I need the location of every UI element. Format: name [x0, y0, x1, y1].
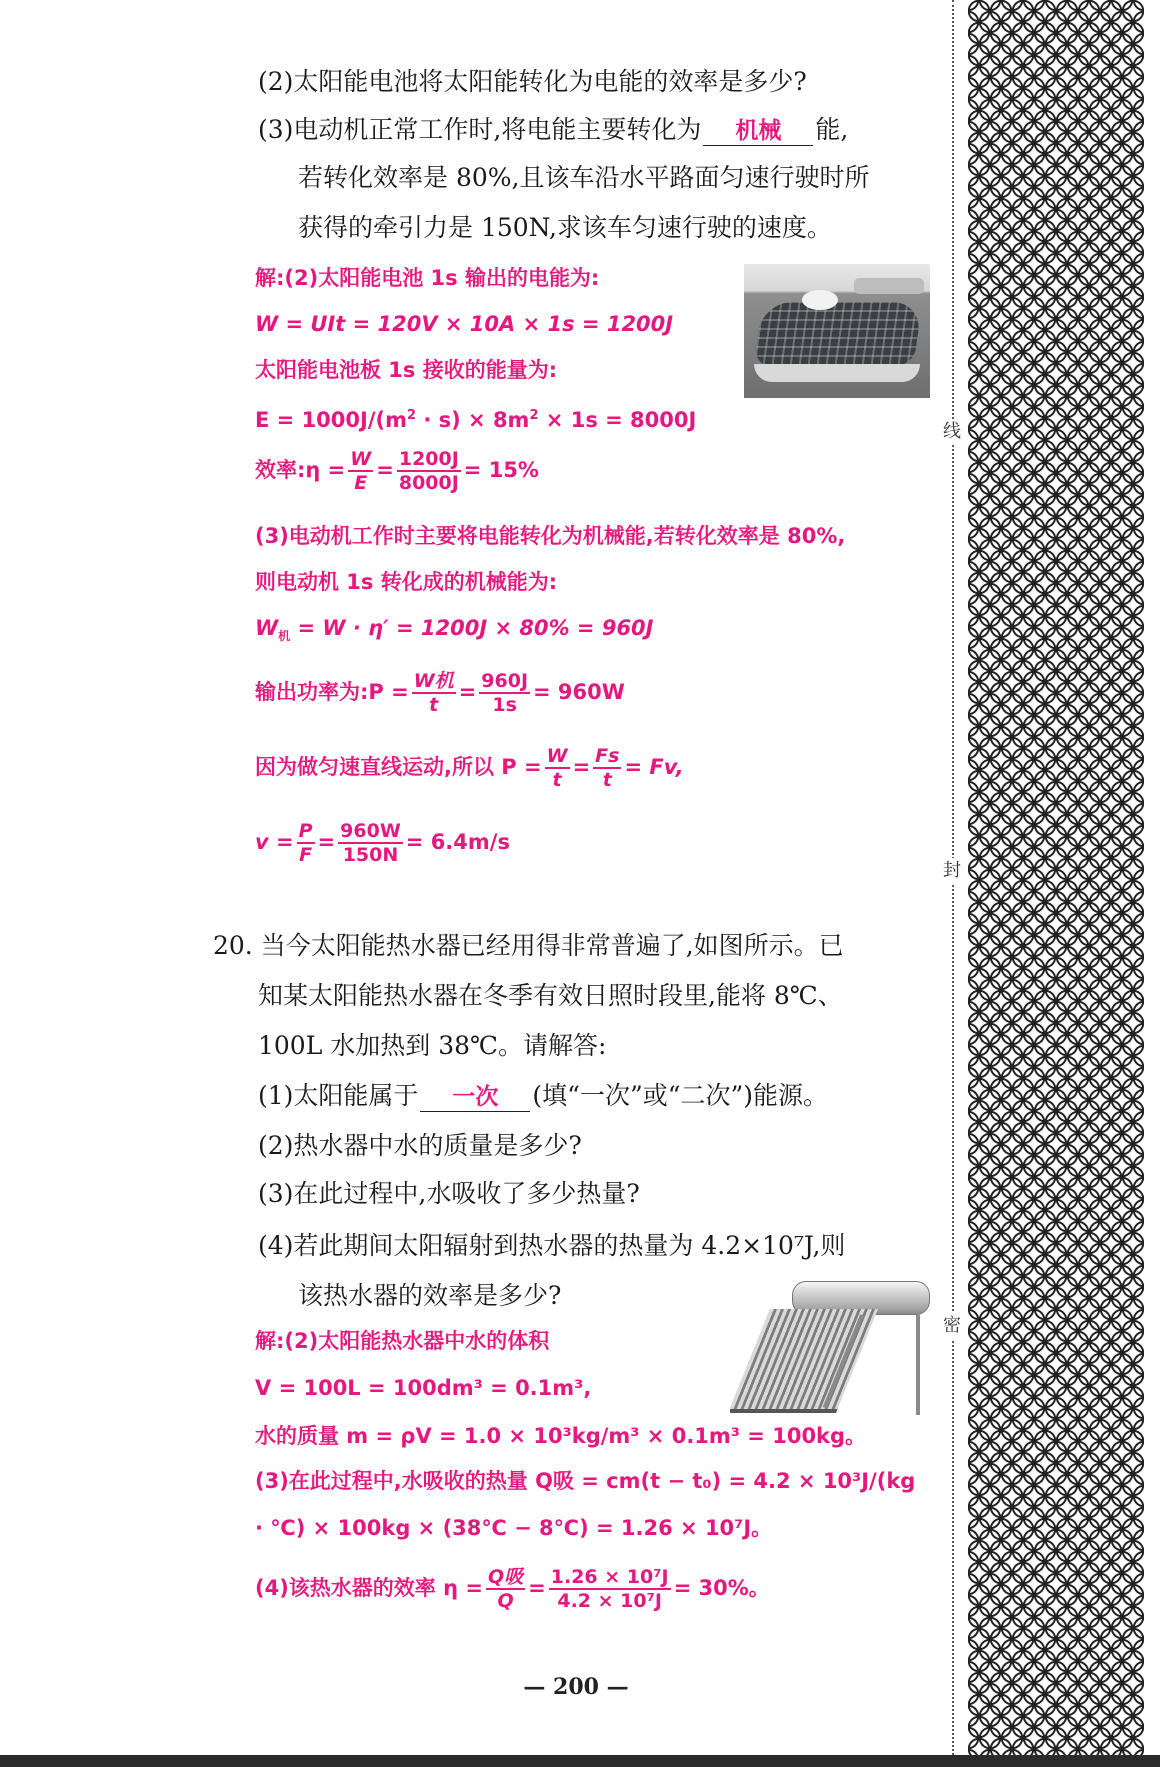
cockpit-dome — [802, 290, 838, 310]
decorative-border-pattern — [968, 0, 1144, 1755]
support-frame-vertical — [916, 1315, 920, 1415]
solution-19-line4 — [255, 402, 696, 434]
solution-19-line7: 则电动机 1s 转化成的机械能为: — [255, 570, 558, 594]
question-19-2: (2)太阳能电池将太阳能转化为电能的效率是多少? — [258, 67, 807, 96]
fraction-numerator: Fs — [595, 745, 620, 767]
equals-sign: = — [376, 458, 394, 482]
formula-mech-rest: = W · η′ = 1200J × 80% = 960J — [290, 616, 654, 640]
heater-efficiency-label: (4)该热水器的效率 η = — [255, 1576, 483, 1600]
equals-sign: = — [572, 755, 591, 779]
fraction-numerator: 1.26 × 10⁷J — [550, 1566, 669, 1588]
margin-label-feng: 封 — [940, 858, 964, 884]
fraction-numerator: W — [546, 745, 568, 767]
question-20-2: (2)热水器中水的质量是多少? — [258, 1131, 582, 1160]
question-20-3: (3)在此过程中,水吸收了多少热量? — [258, 1179, 640, 1208]
solution-19-efficiency — [255, 448, 539, 494]
fraction-heat-ratio — [549, 1566, 671, 1612]
velocity-result: = 6.4m/s — [405, 830, 510, 854]
fraction-fs-over-t — [593, 745, 621, 791]
question-19-3-line2: 若转化效率是 80%,且该车沿水平路面匀速行驶时所 — [298, 163, 870, 192]
solution-20-efficiency — [255, 1566, 770, 1612]
question-20-4-line1: (4)若此期间太阳辐射到热水器的热量为 4.2×10⁷J,则 — [258, 1231, 846, 1260]
fraction-w-over-t — [545, 745, 570, 791]
fraction-denominator: 1s — [492, 694, 517, 716]
fraction-denominator: t — [602, 769, 612, 791]
question-20-1-suffix: (填“一次”或“二次”)能源。 — [532, 1081, 829, 1110]
fraction-denominator: 8000J — [398, 472, 459, 494]
equals-sign: = — [528, 1576, 546, 1600]
velocity-label: v = — [255, 830, 294, 854]
solar-car-photo — [744, 264, 930, 398]
formula-energy-part2: · s) × 8m — [416, 408, 530, 432]
fraction-denominator: E — [354, 472, 368, 494]
solution-20-line1: 解:(2)太阳能热水器中水的体积 — [255, 1329, 550, 1353]
fraction-denominator: Q — [497, 1590, 514, 1612]
question-20-1 — [258, 1080, 828, 1112]
fraction-960w-over-150n — [338, 820, 403, 866]
solution-19-power — [255, 670, 625, 716]
question-20-1-prefix: (1)太阳能属于 — [258, 1081, 419, 1110]
solar-panel-body — [754, 302, 923, 366]
uniform-motion-label: 因为做匀速直线运动,所以 P = — [255, 755, 542, 779]
question-19-3-suffix: 能, — [815, 115, 849, 144]
power-label: 输出功率为:P = — [255, 680, 409, 704]
car-chassis — [754, 364, 920, 382]
power-result: = 960W — [533, 680, 625, 704]
formula-mech-sub: 机 — [278, 629, 291, 644]
equals-sign: = — [317, 830, 336, 854]
fraction-w-over-e — [348, 448, 373, 494]
fraction-1200-over-8000 — [397, 448, 461, 494]
power-fv: = Fv, — [624, 755, 684, 779]
formula-energy-sup1: 2 — [406, 408, 417, 423]
fraction-denominator: t — [429, 694, 439, 716]
efficiency-result: = 15% — [463, 458, 539, 482]
fraction-numerator: 1200J — [398, 448, 459, 470]
solution-19-uniform-motion — [255, 745, 684, 791]
question-20-line1: 20. 当今太阳能热水器已经用得非常普遍了,如图所示。已 — [213, 931, 844, 960]
solution-19-line1: 解:(2)太阳能电池 1s 输出的电能为: — [255, 266, 600, 290]
fraction-numerator: Q吸 — [487, 1566, 524, 1588]
solution-19-velocity — [255, 820, 510, 866]
fraction-denominator: 4.2 × 10⁷J — [557, 1590, 662, 1612]
formula-mech-w: W — [255, 616, 279, 640]
equals-sign: = — [458, 680, 477, 704]
question-20-4-line2: 该热水器的效率是多少? — [298, 1281, 562, 1310]
margin-label-mi: 密 — [940, 1313, 964, 1339]
formula-energy-sup2: 2 — [529, 408, 539, 423]
solution-19-line3: 太阳能电池板 1s 接收的能量为: — [255, 358, 558, 382]
answer-blank-mechanical: 机械 — [703, 117, 813, 146]
fraction-numerator: 960W — [340, 820, 401, 842]
page-number: — 200 — — [523, 1674, 629, 1700]
margin-label-xian: 线 — [940, 419, 964, 445]
fraction-denominator: 150N — [342, 844, 399, 866]
solution-20-line5: · ℃) × 100kg × (38℃ − 8℃) = 1.26 × 10⁷J。 — [255, 1516, 773, 1540]
solar-water-heater-photo — [730, 1275, 935, 1420]
solution-20-line2: V = 100L = 100dm³ = 0.1m³, — [255, 1376, 592, 1400]
solution-19-line2 — [255, 310, 673, 338]
efficiency-label: 效率:η = — [255, 458, 346, 482]
question-19-3 — [258, 114, 848, 146]
bottom-edge-bar — [0, 1755, 1160, 1767]
fraction-numerator: P — [298, 820, 313, 842]
answer-blank-primary: 一次 — [420, 1083, 530, 1112]
heater-efficiency-result: = 30%。 — [673, 1576, 770, 1600]
formula-electric-energy: W = UIt = 120V × 10A × 1s = 1200J — [255, 312, 674, 336]
fraction-denominator: F — [299, 844, 313, 866]
solution-20-line3: 水的质量 m = ρV = 1.0 × 10³kg/m³ × 0.1m³ = 100kg。 — [255, 1424, 867, 1448]
fraction-denominator: t — [552, 769, 562, 791]
question-20-line2: 知某太阳能热水器在冬季有效日照时段里,能将 8℃、 — [258, 981, 843, 1010]
formula-energy-part1: E = 1000J/(m — [255, 408, 407, 432]
fraction-numerator: W机 — [413, 670, 454, 692]
fraction-numerator: W — [350, 448, 372, 470]
solution-19-line8 — [255, 614, 653, 650]
fraction-numerator: 960J — [481, 670, 529, 692]
fraction-960-over-1 — [479, 670, 530, 716]
solution-19-line6: (3)电动机工作时主要将电能转化为机械能,若转化效率是 80%, — [255, 524, 846, 548]
fraction-qabs-over-q — [486, 1566, 525, 1612]
formula-energy-part3: × 1s = 8000J — [538, 408, 697, 432]
fraction-wmech-over-t — [412, 670, 456, 716]
parked-cars — [854, 278, 924, 294]
question-19-3-prefix: (3)电动机正常工作时,将电能主要转化为 — [258, 115, 702, 144]
fraction-p-over-f — [297, 820, 315, 866]
question-20-line3: 100L 水加热到 38℃。请解答: — [258, 1031, 607, 1060]
solution-20-line4: (3)在此过程中,水吸收的热量 Q吸 = cm(t − t₀) = 4.2 × 10³J/(kg — [255, 1469, 916, 1493]
question-19-3-line3: 获得的牵引力是 150N,求该车匀速行驶的速度。 — [298, 213, 832, 242]
